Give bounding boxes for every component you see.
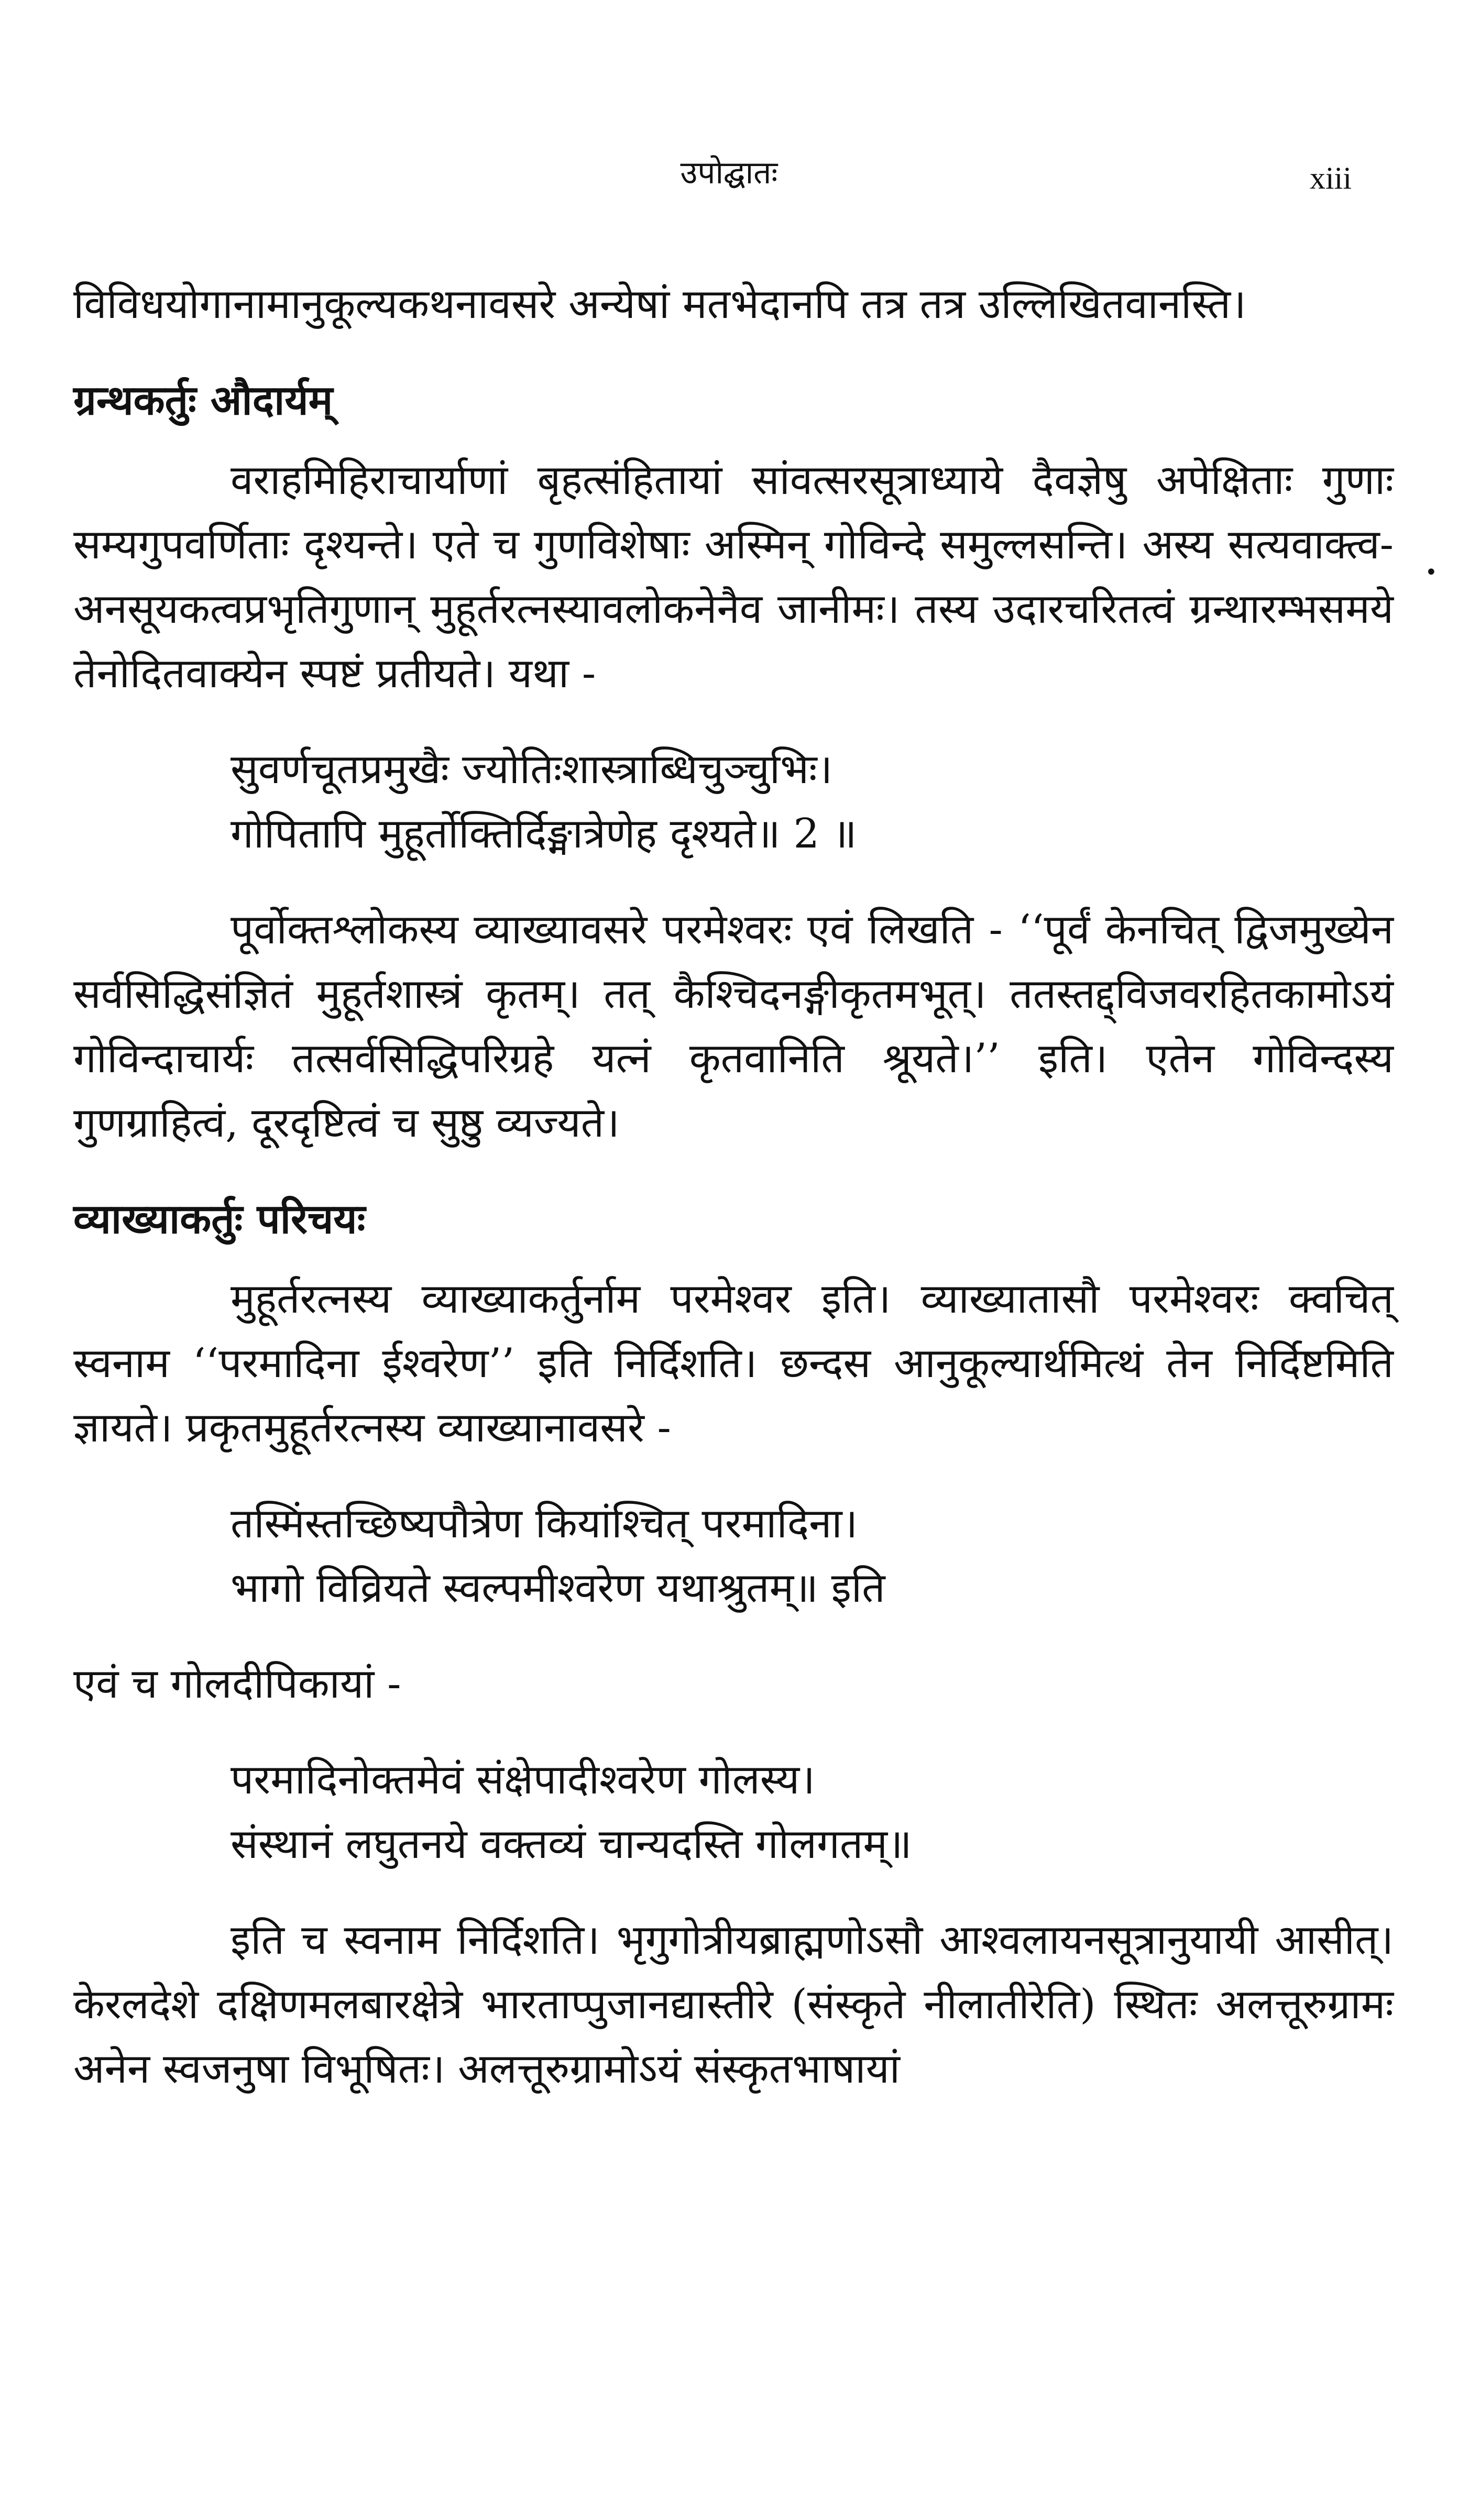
verse-line: गोपितापि मुहूर्तोक्तिर्दिङ्मात्रेणेह दृश्यते॥ 2 ॥ [231, 810, 857, 857]
opening-line: विविधयोगानामानुकूल्यकथनावसरे अन्येषां मतभेदानपि तत्र तत्र उल्लिखितवानस्ति। [73, 281, 1246, 328]
paragraph-commentary-quote: पूर्वोक्तश्लोकस्य व्याख्यावसरे परमेश्वरः एवं लिखति - ‘‘पूर्वं केनचित् द्विजमुख्येन सर्वसिद्धिसंज्ञितं मुहूर्तशास्त्रं कृतम्। तत् कैश्चिदनङ्गीकृतमभूत्। ततस्तद्द्विजवरहितकामोऽयं गोविन्दाचार्यः तत्सर्वसिद्धिपरिग्रहे यत्नं कृतवानिति श्रूयते।’’ इति। एतेन गोविन्दस्य गुणग्राहित्वं, दूरदृष्टित्वं च सुष्ठु व्यज्यते। [73, 906, 1394, 1147]
verse-block-3 [231, 1748, 1394, 1877]
verse-line: तस्मिंस्तच्छिष्यपौत्रेण कियांश्चित् परमादिना। [231, 1500, 858, 1547]
paragraph-biography: इति च स्वनाम निर्दिशति। भृगुगोत्रीयब्राह्मणोऽसौ आश्वलायनसूत्रानुयायी आसीत्। केरलदेशे दक्षिणमलबारक्षेत्रे भारताप्पुजानद्यास्तीरे (संस्कृते नीलातीरेति) स्थितः अलत्तूरुग्रामः अनेन स्वजनुषा विभूषितः। अलत्तूरुग्रामोऽयं संस्कृतभाषायां [73, 1917, 1394, 2093]
verse-block-2 [231, 1492, 1394, 1621]
page-content [73, 272, 1394, 2101]
page-number: xiii [1310, 161, 1352, 195]
paragraph-goladipika: एवं च गोलदीपिकायां - [73, 1660, 401, 1708]
verse-line: भागो विव्रियते स्वल्पमीश्वरेण यथाश्रुतम्॥ इति [231, 1565, 885, 1612]
paragraph-gunas: वराहमिहिराचार्याणां बृहत्संहितायां सांवत्सरसूत्राध्याये दैवज्ञेषु अपेक्षिताः गुणाः सम्यगुपवर्णिताः दृश्यन्ते। एते च गुणविशेषाः अस्मिन् गोविन्दे समुल्लसन्ति। अस्य सत्यवाक्त्व- अनसूयकत्वप्रभृतिगुणान् मुहूर्तरत्नस्यावलोकनेनैव जानीमः। तस्य उदारचरितत्वं ग्रन्थारम्भसमये तेनोदितवाक्येन स्पष्टं प्रतीयते। यथा - [73, 457, 1394, 697]
section-heading-commentator-intro: व्याख्याकर्तुः परिचयः [73, 1195, 366, 1243]
margin-mark: • [1425, 560, 1438, 585]
verse-line: परमादिनोक्तमेवं संक्षेपादीश्वरेण गोलस्य। [231, 1756, 815, 1803]
paragraph-commentator-name: मुहूर्तरत्नस्य व्याख्याकर्तुर्नाम परमेश्वर इति। व्याख्यातासौ परमेश्वरः क्वचित् स्वनाम ‘‘परमादिना ईश्वरेण’’ इति निर्दिशति। छन्दस आनुकूल्यार्थमित्थं तेन निर्दिष्टमिति ज्ञायते। प्रकृतमुहूर्तरत्नस्य व्याख्यानावसरे - [73, 1275, 1394, 1451]
verse-line: संस्थानं लघुतनये वक्तव्यं चान्यदस्ति गोलगतम्॥ [231, 1821, 912, 1868]
verse-block-1 [231, 738, 1394, 866]
verse-line: सुवर्णचूतप्रमुखैः ज्योतिःशास्त्राब्धिचुञ्चुभिः। [231, 746, 833, 793]
section-heading-author-generosity: ग्रन्थकर्तुः औदार्यम् [73, 377, 333, 424]
running-head: उपोद्घातः [680, 155, 778, 191]
